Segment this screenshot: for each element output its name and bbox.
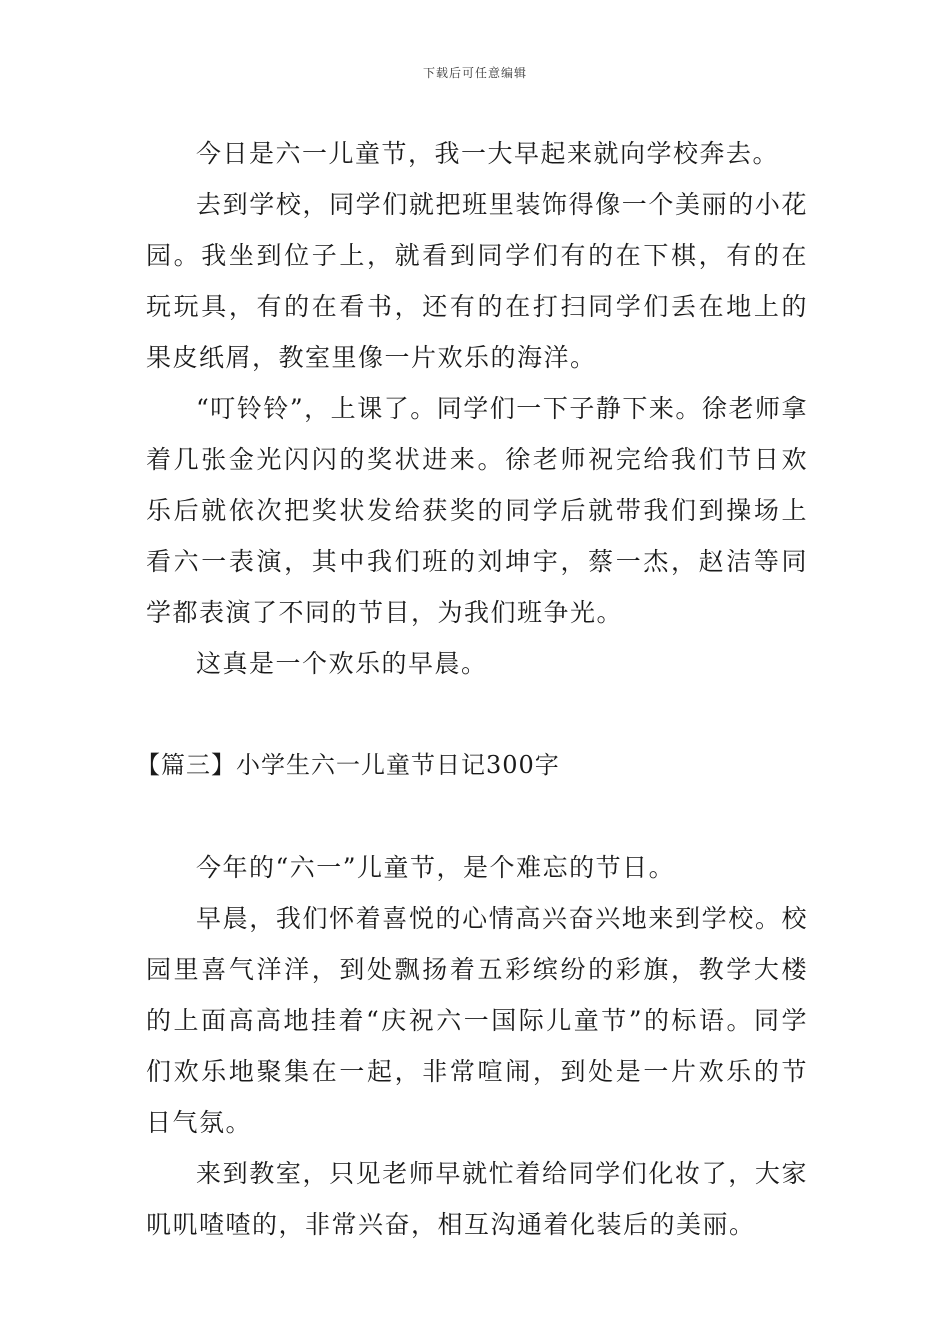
- document-body: [136, 128, 808, 1250]
- section-title: 【篇三】小学生六一儿童节日记300字: [136, 751, 560, 779]
- paragraph: 来到教室，只见老师早就忙着给同学们化妆了，大家叽叽喳喳的，非常兴奋，相互沟通着化装后的美丽。: [146, 1159, 808, 1239]
- spacer: [146, 689, 808, 740]
- paragraph: 去到学校，同学们就把班里装饰得像一个美丽的小花园。我坐到位子上，就看到同学们有的在下棋，有的在玩玩具，有的在看书，还有的在打扫同学们丢在地上的果皮纸屑，教室里像一片欢乐的海洋。: [146, 190, 808, 372]
- spacer: [146, 791, 808, 842]
- paragraph: “叮铃铃”，上课了。同学们一下子静下来。徐老师拿着几张金光闪闪的奖状进来。徐老师祝完给我们节日欢乐后就依次把奖状发给获奖的同学后就带我们到操场上看六一表演，其中我们班的刘坤宇，蔡一杰，赵洁等同学都表演了不同的节目，为我们班争光。: [146, 394, 808, 627]
- paragraph: 今年的“六一”儿童节，是个难忘的节日。: [196, 853, 676, 882]
- paragraph: 今日是六一儿童节，我一大早起来就向学校奔去。: [196, 139, 780, 168]
- header-note: 下载后可任意编辑: [422, 66, 527, 80]
- paragraph: 早晨，我们怀着喜悦的心情高兴奋兴地来到学校。校园里喜气洋洋，到处飘扬着五彩缤纷的彩旗，教学大楼的上面高高地挂着“庆祝六一国际儿童节”的标语。同学们欢乐地聚集在一起，非常喧闹，到处是一片欢乐的节日气氛。: [146, 904, 808, 1137]
- paragraph: 这真是一个欢乐的早晨。: [196, 649, 488, 678]
